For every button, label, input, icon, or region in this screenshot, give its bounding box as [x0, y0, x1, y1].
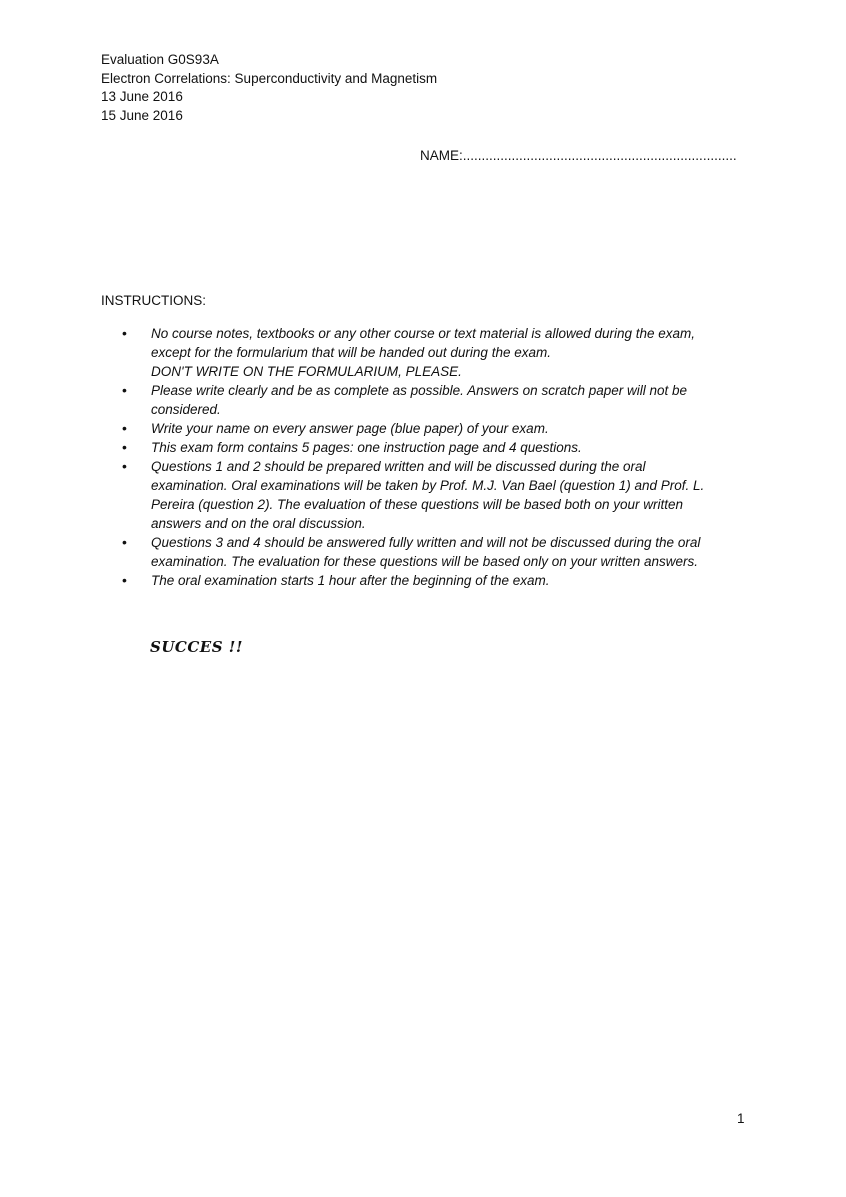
instruction-line: Questions 1 and 2 should be prepared written and will be discussed during the oral	[151, 459, 646, 474]
course-code: Evaluation G0S93A	[101, 52, 219, 67]
instruction-line: DON'T WRITE ON THE FORMULARIUM, PLEASE.	[151, 364, 462, 379]
instruction-line: answers and on the oral discussion.	[151, 516, 366, 531]
bullet-icon: •	[122, 534, 127, 550]
instruction-line: examination. Oral examinations will be taken by Prof. M.J. Van Bael (question 1) and Prof. L.	[151, 478, 705, 493]
bullet-icon: •	[122, 382, 127, 398]
instruction-line: Pereira (question 2). The evaluation of these questions will be based both on your written	[151, 497, 684, 512]
instruction-line: Questions 3 and 4 should be answered fully written and will not be discussed during the oral	[151, 535, 701, 550]
instruction-line: No course notes, textbooks or any other course or text material is allowed during the exam,	[151, 326, 696, 341]
name-label: NAME:	[420, 148, 463, 163]
bullet-icon: •	[122, 458, 127, 474]
good-luck-message: SUCCES !!	[150, 638, 243, 656]
exam-date-2: 15 June 2016	[101, 107, 183, 123]
instruction-line: except for the formularium that will be handed out during the exam.	[151, 345, 551, 360]
name-blank-line: .........................................................................	[462, 148, 737, 163]
exam-header	[101, 51, 437, 125]
bullet-icon: •	[122, 572, 127, 588]
instruction-line: Please write clearly and be as complete as possible. Answers on scratch paper will not be	[151, 383, 688, 398]
instruction-item	[101, 419, 751, 438]
bullet-icon: •	[122, 420, 127, 436]
instructions-heading: INSTRUCTIONS:	[101, 293, 207, 308]
bullet-icon: •	[122, 325, 127, 341]
instruction-item	[101, 381, 751, 419]
instruction-line: The oral examination starts 1 hour after the beginning of the exam.	[151, 573, 550, 588]
instruction-line: This exam form contains 5 pages: one instruction page and 4 questions.	[151, 440, 582, 455]
exam-date-1: 13 June 2016	[101, 89, 183, 104]
page-number: 1	[737, 1111, 745, 1126]
course-title: Electron Correlations: Superconductivity and Magnetism	[101, 70, 438, 86]
instruction-item	[101, 457, 751, 533]
name-field	[420, 147, 737, 165]
instruction-line: considered.	[151, 402, 221, 417]
instructions-list	[101, 324, 751, 590]
instruction-item	[101, 324, 751, 381]
instruction-line: examination. The evaluation for these questions will be based only on your written answers.	[151, 554, 699, 569]
instruction-item	[101, 571, 751, 590]
instruction-line: Write your name on every answer page (blue paper) of your exam.	[151, 421, 549, 436]
instruction-item	[101, 533, 751, 571]
bullet-icon: •	[122, 439, 127, 455]
instruction-item	[101, 438, 751, 457]
